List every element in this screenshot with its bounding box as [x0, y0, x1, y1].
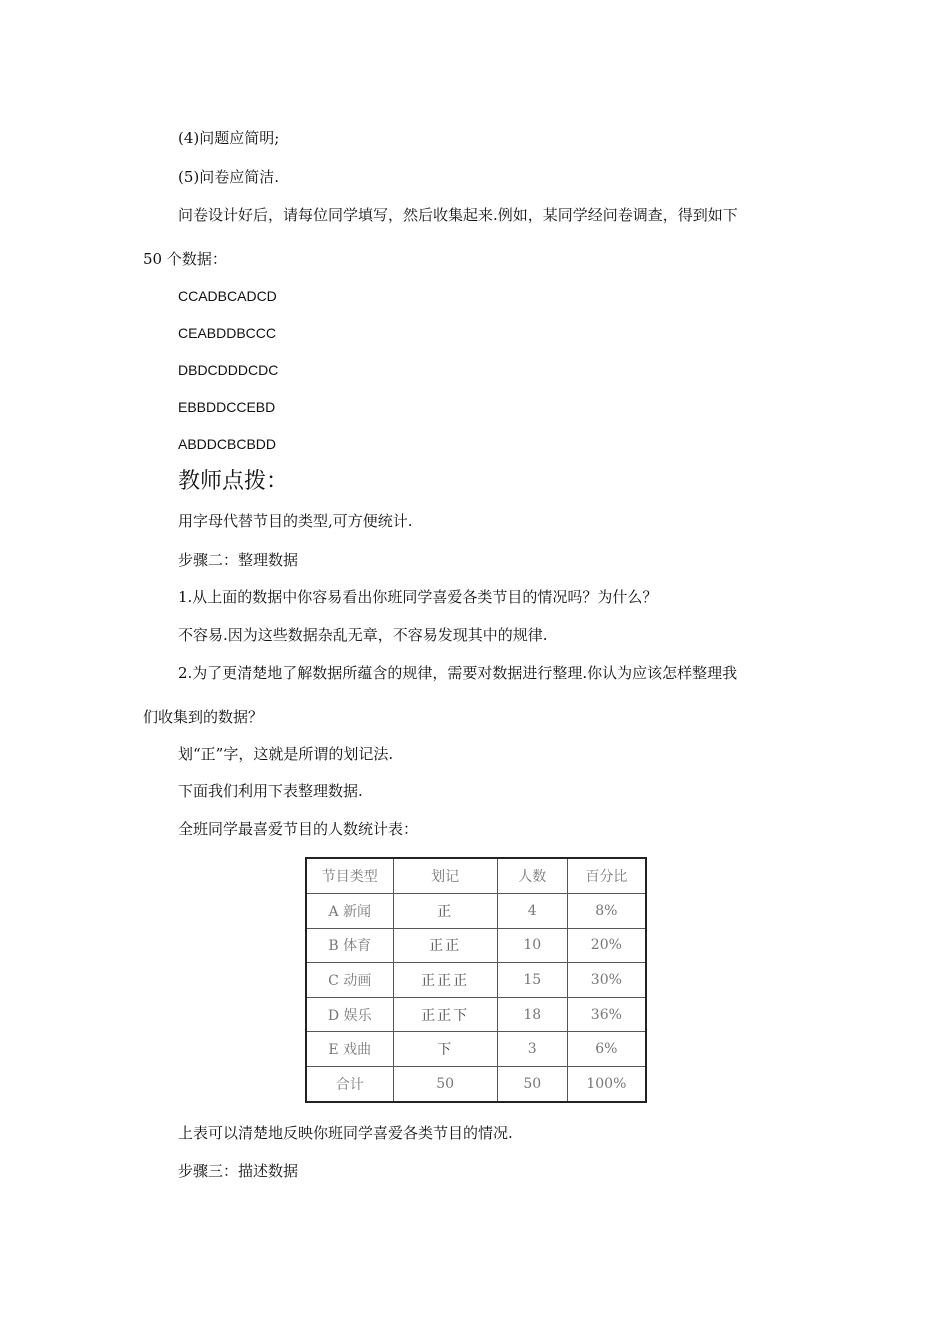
data-row: CEABDDBCCC [178, 325, 277, 341]
answer: 不容易.因为这些数据杂乱无章，不容易发现其中的规律. [178, 626, 548, 644]
category-cell: E 戏曲 [306, 1032, 393, 1067]
table-caption: 全班同学最喜爱节目的人数统计表： [178, 820, 419, 838]
data-row: DBDCDDDCDC [178, 362, 279, 378]
table-row [306, 928, 646, 963]
table-row [306, 1032, 646, 1067]
header-cell: 节目类型 [306, 858, 393, 893]
question-continuation: 们收集到的数据？ [143, 708, 264, 726]
answer: 划“正”字，这就是所谓的划记法. [178, 745, 394, 763]
count-cell: 4 [497, 893, 567, 928]
paragraph: 下面我们利用下表整理数据. [178, 782, 363, 800]
percent-cell: 36% [567, 997, 646, 1032]
tally-cell: 下 [393, 1032, 497, 1067]
count-cell: 18 [497, 997, 567, 1032]
data-row: CCADBCADCD [178, 288, 277, 304]
percent-cell: 8% [567, 893, 646, 928]
count-cell: 10 [497, 928, 567, 963]
step-title: 步骤三：描述数据 [178, 1162, 299, 1180]
tally-cell: 正正正 [393, 963, 497, 998]
tally-cell: 正正 [393, 928, 497, 963]
paragraph: 上表可以清楚地反映你班同学喜爱各类节目的情况. [178, 1124, 513, 1142]
count-cell: 15 [497, 963, 567, 998]
step-title: 步骤二：整理数据 [178, 551, 299, 569]
data-row: EBBDDCCEBD [178, 399, 276, 415]
tally-cell: 正正下 [393, 997, 497, 1032]
category-cell: D 娱乐 [306, 997, 393, 1032]
category-cell: B 体育 [306, 928, 393, 963]
header-cell: 人数 [497, 858, 567, 893]
tally-cell: 50 [393, 1066, 497, 1102]
paragraph: (4)问题应简明; [178, 129, 280, 147]
percent-cell: 20% [567, 928, 646, 963]
question: 1.从上面的数据中你容易看出你班同学喜爱各类节目的情况吗？为什么？ [178, 588, 658, 606]
table-row [306, 997, 646, 1032]
percent-cell: 6% [567, 1032, 646, 1067]
header-cell: 划记 [393, 858, 497, 893]
statistics-table [305, 857, 647, 1103]
paragraph: (5)问卷应简洁. [178, 168, 280, 186]
table-row [306, 893, 646, 928]
header-cell: 百分比 [567, 858, 646, 893]
tally-cell: 正 [393, 893, 497, 928]
category-cell: A 新闻 [306, 893, 393, 928]
percent-cell: 30% [567, 963, 646, 998]
paragraph-continuation: 50 个数据： [143, 250, 227, 268]
percent-cell: 100% [567, 1066, 646, 1102]
question: 2.为了更清楚地了解数据所蕴含的规律，需要对数据进行整理.你认为应该怎样整理我 [178, 664, 738, 682]
count-cell: 3 [497, 1032, 567, 1067]
count-cell: 50 [497, 1066, 567, 1102]
category-cell: 合计 [306, 1066, 393, 1102]
table-row [306, 963, 646, 998]
category-cell: C 动画 [306, 963, 393, 998]
paragraph: 问卷设计好后，请每位同学填写，然后收集起来.例如，某同学经问卷调查，得到如下 [178, 206, 738, 224]
section-heading: 教师点拨： [178, 469, 289, 494]
paragraph: 用字母代替节目的类型,可方便统计. [178, 512, 413, 530]
table-total-row [306, 1066, 646, 1102]
data-row: ABDDCBCBDD [178, 436, 277, 452]
table-header-row [306, 858, 646, 893]
